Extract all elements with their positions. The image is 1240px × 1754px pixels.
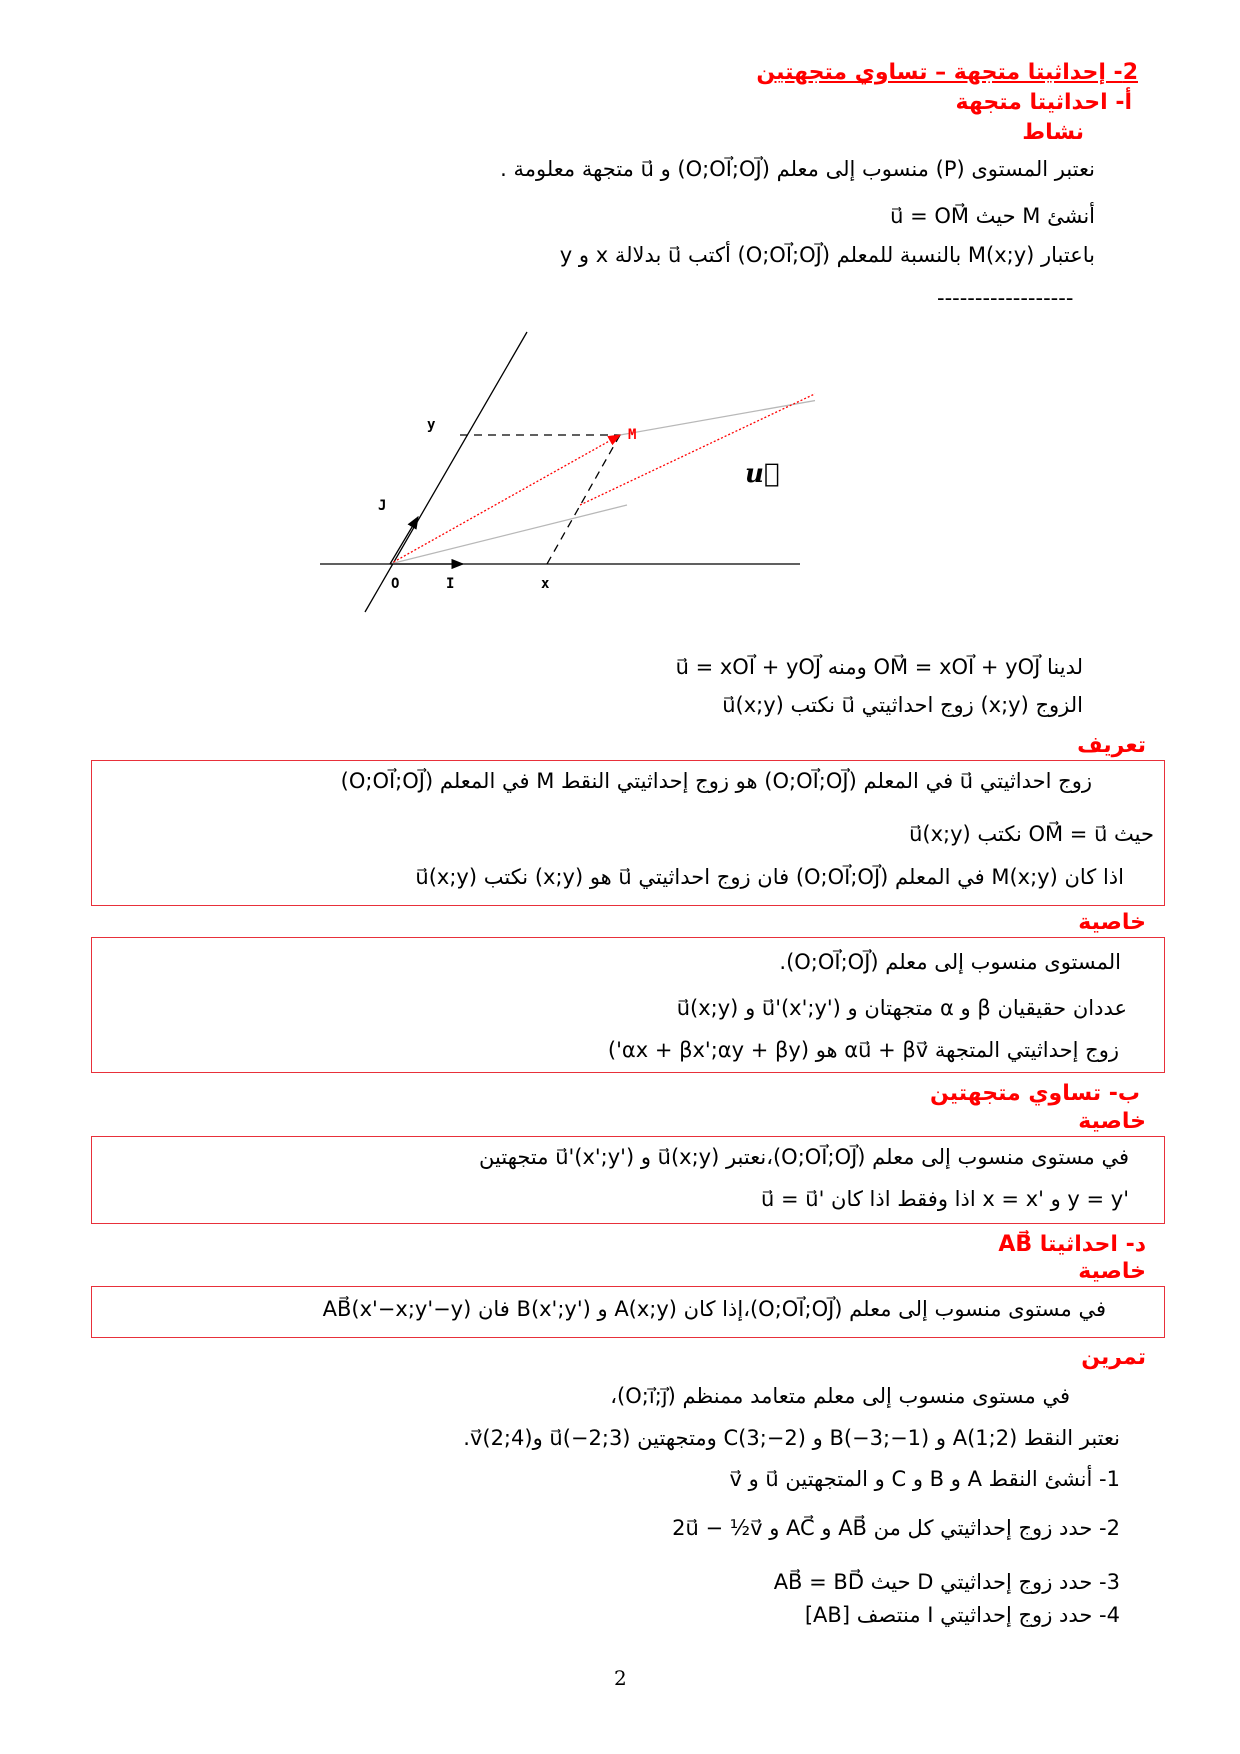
definition-line-3: اذا كان M(x;y) في المعلم (O;OI⃗;OJ⃗) فان زوج احداثيتي u⃗ هو (x;y) نكتب u⃗(x;y): [415, 865, 1124, 889]
subsection-b-title: ب- تساوي متجهتين: [929, 1081, 1140, 1106]
exercise-item-3: 3- حدد زوج إحداثيتي D حيث AB⃗ = BD⃗: [773, 1570, 1120, 1594]
subsection-a-title: أ- احداثيتا متجهة: [955, 90, 1132, 115]
guide-line-om: [390, 505, 627, 564]
definition-title: تعريف: [1077, 733, 1146, 758]
vector-figure: [315, 312, 815, 617]
projection-x: [547, 435, 620, 564]
exercise-line-1: في مستوى منسوب إلى معلم متعامد ممنظم (O;i⃗;j⃗)،: [610, 1384, 1070, 1408]
property-3-title: خاصية: [1078, 1259, 1146, 1284]
vector-om: [390, 435, 620, 564]
property-3-box: [91, 1286, 1165, 1338]
exercise-item-2: 2- حدد زوج إحداثيتي كل من AB⃗ و AC⃗ و 2u⃗ − ½v⃗: [672, 1516, 1120, 1540]
label-o: O: [391, 576, 400, 592]
definition-box: [91, 760, 1165, 906]
property-2-title: خاصية: [1078, 1109, 1146, 1134]
property-1-line-1: المستوى منسوب إلى معلم (O;OI⃗;OJ⃗).: [779, 950, 1121, 974]
property-2-line-1: في مستوى منسوب إلى معلم (O;OI⃗;OJ⃗)،نعتبر u⃗(x;y) و u⃗'(x';y') متجهتين: [479, 1145, 1129, 1169]
property-1-title: خاصية: [1078, 910, 1146, 935]
definition-line-2: حيث OM⃗ = u⃗ نكتب u⃗(x;y): [909, 822, 1154, 846]
activity-line-1: نعتبر المستوى (P) منسوب إلى معلم (O;OI⃗;OJ⃗) و u⃗ متجهة معلومة .: [500, 157, 1095, 181]
label-m: M: [628, 427, 637, 443]
exercise-line-2: نعتبر النقط A(1;2) و B(−3;−1) و C(3;−2) ومتجهتين u⃗(−2;3) وv⃗(2;4).: [463, 1426, 1120, 1450]
exercise-item-4: 4- حدد زوج إحداثيتي I منتصف [AB]: [804, 1603, 1120, 1627]
vector-u: [580, 382, 815, 505]
label-j: J: [378, 498, 387, 514]
exercise-item-1: 1- أنشئ النقط A و B و C و المتجهتين u⃗ و v⃗: [729, 1467, 1120, 1491]
activity-title: نشاط: [1022, 120, 1084, 145]
label-u: u⃗: [745, 459, 780, 489]
definition-line-1: زوج احداثيتي u⃗ في المعلم (O;OI⃗;OJ⃗) هو زوج إحداثيتي النقط M في المعلم (O;OI⃗;OJ⃗): [340, 769, 1092, 793]
guide-line-top: [620, 382, 815, 435]
subsection-d-title: د- احداثيتا AB⃗: [998, 1232, 1146, 1257]
label-y: y: [427, 417, 436, 433]
separator-dashes: ------------------: [937, 286, 1074, 310]
property-1-line-2: u⃗(x;y) و u⃗'(x';y') متجهتان و α و β عددان حقيقيان: [676, 996, 1127, 1020]
y-axis: [365, 332, 527, 612]
section-title: 2- إحداثيتا متجهة – تساوي متجهتين: [756, 60, 1138, 85]
label-i: I: [446, 576, 455, 592]
property-2-box: [91, 1136, 1165, 1224]
vector-oj: [390, 517, 418, 564]
property-2-line-2: u⃗ = u⃗' اذا وفقط اذا كان x = x' و y = y': [761, 1187, 1129, 1211]
property-1-line-3: زوج إحداثيتي المتجهة αu⃗ + βv⃗ هو (αx + βx';αy + βy'): [607, 1038, 1119, 1062]
page-number: 2: [614, 1666, 627, 1690]
activity-line-2: أنشئ M حيث u⃗ = OM⃗: [890, 204, 1095, 228]
exercise-title: تمرين: [1081, 1345, 1146, 1370]
result-line-1: لدينا OM⃗ = xOI⃗ + yOJ⃗ ومنه u⃗ = xOI⃗ + yOJ⃗: [675, 655, 1083, 679]
result-line-2: الزوج (x;y) زوج احداثيتي u⃗ نكتب u⃗(x;y): [722, 693, 1083, 717]
label-x: x: [541, 576, 550, 592]
property-1-box: [91, 937, 1165, 1073]
activity-line-3: باعتبار M(x;y) بالنسبة للمعلم (O;OI⃗;OJ⃗) أكتب u⃗ بدلالة x و y: [559, 243, 1095, 267]
property-3-line-1: في مستوى منسوب إلى معلم (O;OI⃗;OJ⃗)،إذا كان A(x;y) و B(x';y') فان AB⃗(x'−x;y'−y): [322, 1297, 1106, 1321]
